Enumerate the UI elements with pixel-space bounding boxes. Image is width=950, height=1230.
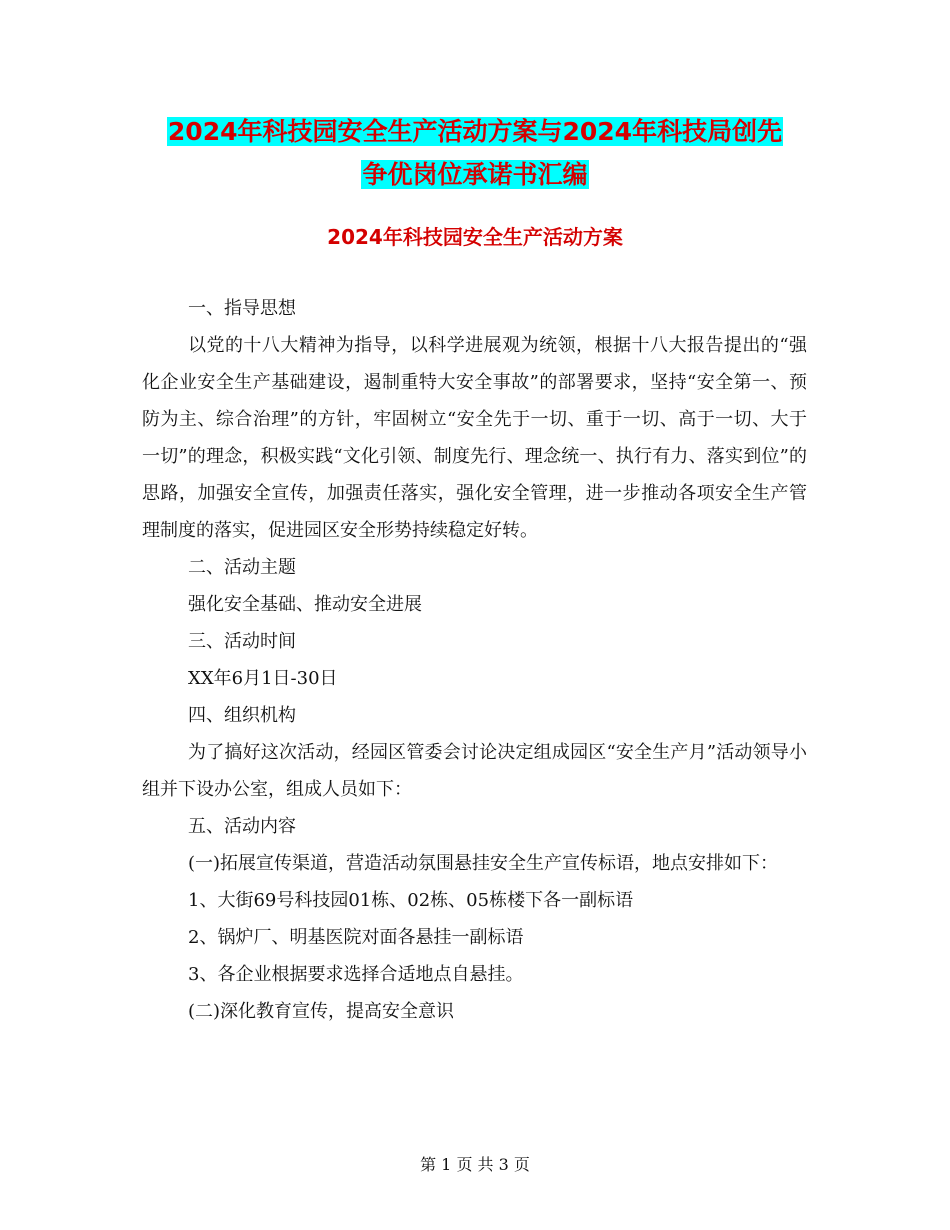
paragraph-publicity-channels: (一)拓展宣传渠道，营造活动氛围悬挂安全生产宣传标语，地点安排如下： <box>188 853 779 874</box>
document-body <box>142 290 807 1030</box>
paragraph-organization: 为了搞好这次活动，经园区管委会讨论决定组成园区“安全生产月”活动领导小组并下设办公室，组成人员如下： <box>142 742 807 800</box>
heading-guiding-ideology: 一、指导思想 <box>188 298 296 319</box>
paragraph-guiding-ideology: 以党的十八大精神为指导，以科学进展观为统领，根据十八大报告提出的“强化企业安全生产基础建设，遏制重特大安全事故”的部署要求，坚持“安全第一、预防为主、综合治理”的方针，牢固树立“安全先于一切、重于一切、高于一切、大于一切”的理念，积极实践“文化引领、制度先行、理念统一、执行有力、落实到位”的思路，加强安全宣传，加强责任落实，强化安全管理，进一步推动各项安全生产管理制度的落实，促进园区安全形势持续稳定好转。 <box>142 335 807 541</box>
heading-activity-content: 五、活动内容 <box>188 816 296 837</box>
heading-activity-theme: 二、活动主题 <box>188 557 296 578</box>
text-activity-time: XX年6月1日-30日 <box>188 668 338 689</box>
document-title-line-2: 争优岗位承诺书汇编 <box>362 160 588 189</box>
heading-activity-time: 三、活动时间 <box>188 631 296 652</box>
list-item-3: 3、各企业根据要求选择合适地点自悬挂。 <box>188 964 524 985</box>
section-title: 2024年科技园安全生产活动方案 <box>327 225 623 249</box>
heading-organization: 四、组织机构 <box>188 705 296 726</box>
list-item-1: 1、大街69号科技园01栋、02栋、05栋楼下各一副标语 <box>188 890 634 911</box>
page-footer: 第 1 页 共 3 页 <box>420 1155 530 1174</box>
heading-education: (二)深化教育宣传，提高安全意识 <box>188 1001 455 1022</box>
document-title-line-1: 2024年科技园安全生产活动方案与2024年科技局创先 <box>167 117 783 146</box>
text-activity-theme: 强化安全基础、推动安全进展 <box>188 594 422 615</box>
document-title <box>0 110 950 196</box>
list-item-2: 2、锅炉厂、明基医院对面各悬挂一副标语 <box>188 927 524 948</box>
